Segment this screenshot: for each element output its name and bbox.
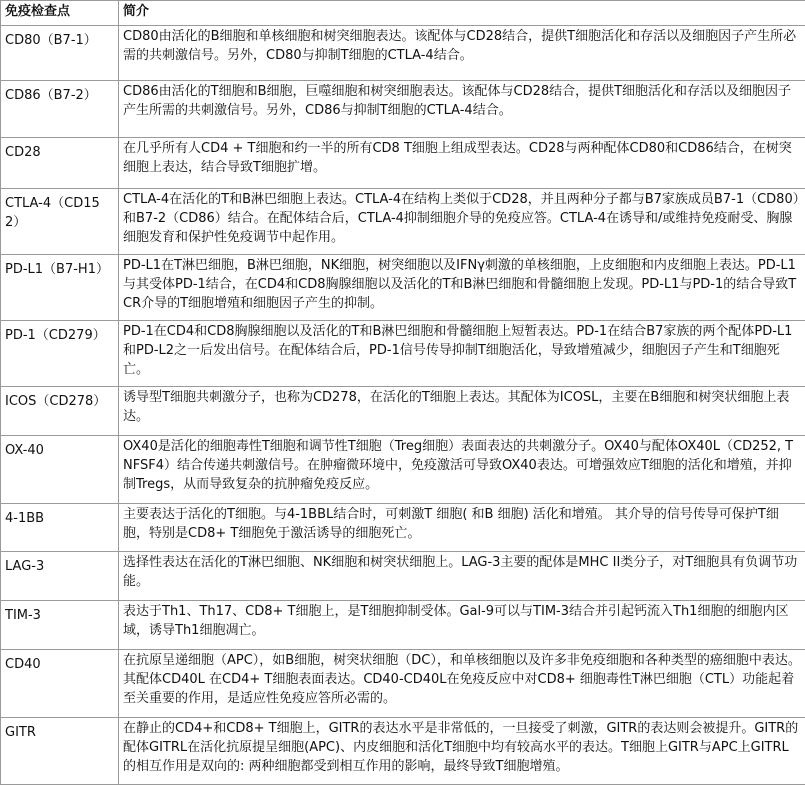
checkpoint-name: GITR bbox=[1, 718, 119, 785]
checkpoint-description: CTLA-4在活化的T和B淋巴细胞上表达。CTLA-4在结构上类似于CD28，并且两种分子都与B7家族成员B7-1（CD80）和B7-2（CD86）结合。在配体结合后，CTLA-4抑制细胞介导的免疫应答。CTLA-4在诱导和/或维持免疫耐受、胸腺细胞发育和保护性免疫调节中起作用。 bbox=[119, 189, 805, 255]
checkpoint-description: 选择性表达在活化的T淋巴细胞、NK细胞和树突状细胞上。LAG-3主要的配体是MHC II类分子，对T细胞具有负调节功能。 bbox=[119, 552, 805, 601]
checkpoint-name: ICOS（CD278） bbox=[1, 387, 119, 436]
table-row bbox=[1, 650, 805, 718]
checkpoint-description: 主要表达于活化的T细胞。与4-1BBL结合时，可刺激T 细胞( 和B 细胞) 活化和增殖。 其介导的信号传导可保护T细胞，特别是CD8+ T细胞免于激活诱导的细胞死亡。 bbox=[119, 504, 805, 552]
checkpoint-description: 在抗原呈递细胞（APC），如B细胞，树突状细胞（DC），和单核细胞以及许多非免疫细胞和各种类型的癌细胞中表达。其配体CD40L 在CD4+ T细胞表面表达。CD40-CD40L在免疫反应中对CD8+ 细胞毒性T淋巴细胞（CTL）功能起着至关重要的作用，是适应性免疫应答所必需的。 bbox=[119, 650, 805, 718]
checkpoint-description: OX40是活化的细胞毒性T细胞和调节性T细胞（Treg细胞）表面表达的共刺激分子。OX40与配体OX40L（CD252, TNFSF4）结合传递共刺激信号。在肿瘤微环境中，免疫激活可导致OX40表达。可增强效应T细胞的活化和增殖，并抑制Tregs，从而导致复杂的抗肿瘤免疫反应。 bbox=[119, 436, 805, 504]
table-row bbox=[1, 504, 805, 552]
checkpoint-name: PD-L1（B7-H1） bbox=[1, 255, 119, 321]
checkpoint-description: 在静止的CD4+和CD8+ T细胞上，GITR的表达水平是非常低的，一旦接受了刺激，GITR的表达则会被提升。GITR的配体GITRL在活化抗原提呈细胞(APC)、内皮细胞和活化T细胞中均有较高水平的表达。T细胞上GITR与APC上GITRL的相互作用是双向的: 两种细胞都受到相互作用的影响，最终导致T细胞增殖。 bbox=[119, 718, 805, 785]
checkpoint-description: 在几乎所有人CD4 + T细胞和约一半的所有CD8 T细胞上组成型表达。CD28与两种配体CD80和CD86结合，在树突细胞上表达，结合导致T细胞扩增。 bbox=[119, 138, 805, 189]
checkpoint-name: CD40 bbox=[1, 650, 119, 718]
checkpoint-description: CD80由活化的B细胞和单核细胞和树突细胞表达。该配体与CD28结合，提供T细胞活化和存活以及细胞因子产生所必需的共刺激信号。另外，CD80与抑制T细胞的CTLA-4结合。 bbox=[119, 26, 805, 81]
checkpoint-description: 诱导型T细胞共刺激分子，也称为CD278，在活化的T细胞上表达。其配体为ICOSL，主要在B细胞和树突状细胞上表达。 bbox=[119, 387, 805, 436]
table-row bbox=[1, 387, 805, 436]
table-row bbox=[1, 601, 805, 650]
table-row bbox=[1, 321, 805, 387]
table-row bbox=[1, 718, 805, 785]
checkpoint-name: CD28 bbox=[1, 138, 119, 189]
checkpoint-description: PD-L1在T淋巴细胞，B淋巴细胞，NK细胞，树突细胞以及IFNγ刺激的单核细胞，上皮细胞和内皮细胞上表达。PD-L1与其受体PD-1结合，在CD4和CD8胸腺细胞以及活化的T和B淋巴细胞和骨髓细胞上发现。PD-L1与PD-1的结合导致TCR介导的T细胞增殖和细胞因子产生的抑制。 bbox=[119, 255, 805, 321]
checkpoint-name: CD86（B7-2） bbox=[1, 81, 119, 138]
table-row bbox=[1, 552, 805, 601]
table-row bbox=[1, 138, 805, 189]
table-row bbox=[1, 436, 805, 504]
checkpoint-name: TIM-3 bbox=[1, 601, 119, 650]
table-row bbox=[1, 26, 805, 81]
table-row bbox=[1, 81, 805, 138]
checkpoint-description: 表达于Th1、Th17、CD8+ T细胞上，是T细胞抑制受体。Gal-9可以与TIM-3结合并引起钙流入Th1细胞的细胞内区域，诱导Th1细胞凋亡。 bbox=[119, 601, 805, 650]
header-description: 简介 bbox=[119, 1, 805, 26]
header-checkpoint: 免疫检查点 bbox=[1, 1, 119, 26]
checkpoint-description: CD86由活化的T细胞和B细胞，巨噬细胞和树突细胞表达。该配体与CD28结合，提供T细胞活化和存活以及细胞因子产生所需的共刺激信号。另外，CD86与抑制T细胞的CTLA-4结合。 bbox=[119, 81, 805, 138]
checkpoint-name: LAG-3 bbox=[1, 552, 119, 601]
table-row bbox=[1, 255, 805, 321]
checkpoint-name: CTLA-4（CD152） bbox=[1, 189, 119, 255]
checkpoint-name: CD80（B7-1） bbox=[1, 26, 119, 81]
table-header-row bbox=[1, 1, 805, 26]
checkpoint-description: PD-1在CD4和CD8胸腺细胞以及活化的T和B淋巴细胞和骨髓细胞上短暂表达。PD-1在结合B7家族的两个配体PD-L1和PD-L2之一后发出信号。在配体结合后，PD-1信号传导抑制T细胞活化，导致增殖减少，细胞因子产生和T细胞死亡。 bbox=[119, 321, 805, 387]
checkpoint-name: PD-1（CD279） bbox=[1, 321, 119, 387]
table-row bbox=[1, 189, 805, 255]
checkpoint-name: 4-1BB bbox=[1, 504, 119, 552]
checkpoint-name: OX-40 bbox=[1, 436, 119, 504]
